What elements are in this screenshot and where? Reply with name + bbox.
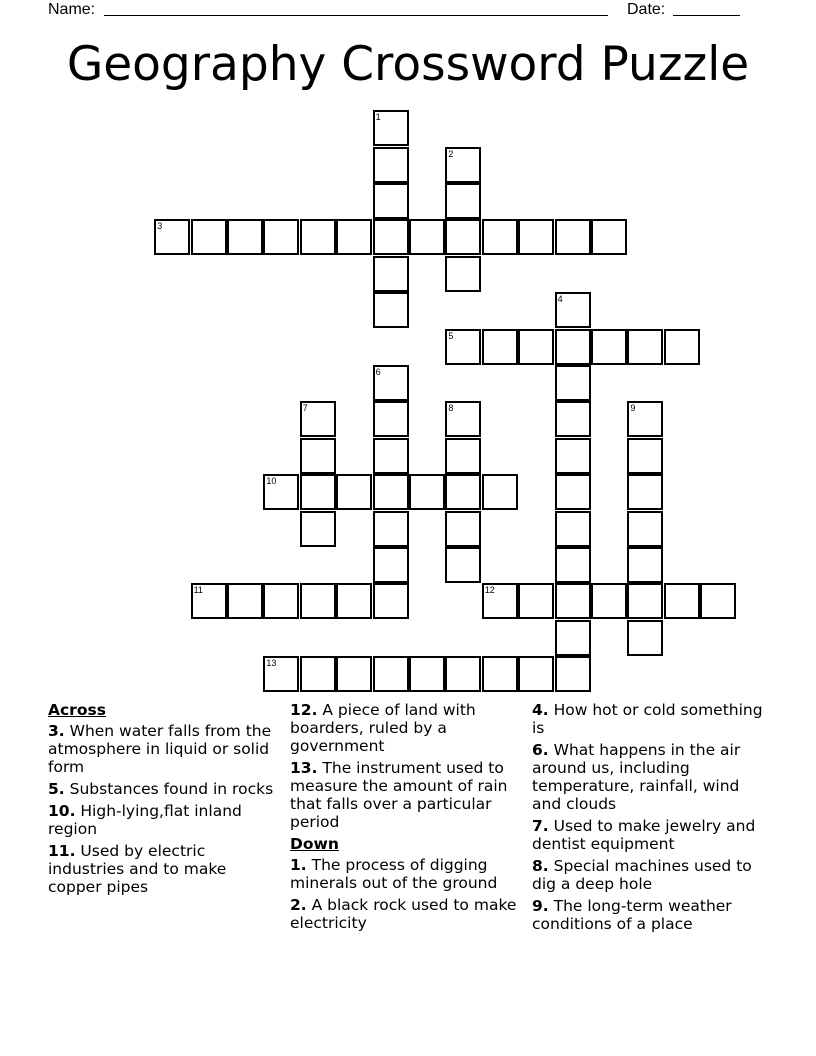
- clue-number: 8.: [532, 857, 549, 875]
- clue-item: [48, 780, 280, 798]
- clue-text: Used to make jewelry and dentist equipment: [532, 817, 756, 853]
- date-field[interactable]: [673, 15, 740, 16]
- crossword-cell[interactable]: [336, 474, 372, 510]
- clues-column-1: [48, 701, 280, 900]
- clue-item: [532, 857, 764, 893]
- crossword-cell[interactable]: [373, 438, 409, 474]
- clue-item: [290, 896, 522, 932]
- crossword-cell[interactable]: [555, 656, 591, 692]
- crossword-cell[interactable]: [445, 219, 481, 255]
- clue-item: [290, 701, 522, 755]
- clue-number: 7.: [532, 817, 549, 835]
- crossword-cell[interactable]: [373, 110, 409, 146]
- crossword-cell[interactable]: [700, 583, 736, 619]
- crossword-cell[interactable]: [373, 656, 409, 692]
- worksheet-header: [48, 0, 748, 20]
- cell-number: 12: [484, 585, 495, 596]
- clue-item: [532, 817, 764, 853]
- crossword-cell[interactable]: [336, 219, 372, 255]
- clue-number: 1.: [290, 856, 307, 874]
- clue-number: 5.: [48, 780, 65, 798]
- crossword-cell[interactable]: [555, 438, 591, 474]
- crossword-cell[interactable]: [409, 219, 445, 255]
- crossword-cell[interactable]: [373, 583, 409, 619]
- cell-number: 4: [557, 294, 563, 305]
- crossword-cell[interactable]: [627, 511, 663, 547]
- crossword-cell[interactable]: [627, 438, 663, 474]
- crossword-cell[interactable]: [627, 547, 663, 583]
- clue-item: [532, 701, 764, 737]
- cell-number: 8: [448, 403, 454, 414]
- crossword-cell[interactable]: [373, 511, 409, 547]
- clue-item: [290, 759, 522, 831]
- crossword-cell[interactable]: [409, 656, 445, 692]
- clue-text: How hot or cold something is: [532, 701, 763, 737]
- crossword-cell[interactable]: [518, 656, 554, 692]
- crossword-cell[interactable]: [300, 438, 336, 474]
- crossword-cell[interactable]: [154, 219, 190, 255]
- clue-section-heading: Across: [48, 701, 106, 719]
- crossword-cell[interactable]: [227, 219, 263, 255]
- clue-section-heading: Down: [290, 835, 339, 853]
- crossword-cell[interactable]: [373, 547, 409, 583]
- crossword-cell[interactable]: [445, 438, 481, 474]
- crossword-cell[interactable]: [627, 620, 663, 656]
- crossword-cell[interactable]: [263, 583, 299, 619]
- clue-item: [48, 722, 280, 776]
- cell-number: 3: [157, 221, 163, 232]
- crossword-cell[interactable]: [591, 219, 627, 255]
- name-label: Name:: [48, 1, 96, 18]
- name-field[interactable]: [104, 15, 608, 16]
- crossword-cell[interactable]: [555, 583, 591, 619]
- clue-item: [48, 842, 280, 896]
- cell-number: 7: [302, 403, 308, 414]
- crossword-cell[interactable]: [300, 401, 336, 437]
- crossword-cell[interactable]: [445, 147, 481, 183]
- crossword-cell[interactable]: [482, 474, 518, 510]
- crossword-cell[interactable]: [555, 401, 591, 437]
- cell-number: 2: [448, 148, 454, 159]
- crossword-cell[interactable]: [555, 219, 591, 255]
- crossword-cell[interactable]: [555, 547, 591, 583]
- clue-text: High-lying,flat inland region: [48, 802, 242, 838]
- crossword-cell[interactable]: [336, 583, 372, 619]
- crossword-cell[interactable]: [555, 474, 591, 510]
- crossword-cell[interactable]: [191, 583, 227, 619]
- clue-text: The instrument used to measure the amount of rain that falls over a particular period: [290, 759, 508, 831]
- crossword-cell[interactable]: [664, 329, 700, 365]
- crossword-cell[interactable]: [445, 401, 481, 437]
- crossword-cell[interactable]: [664, 583, 700, 619]
- crossword-cell[interactable]: [445, 183, 481, 219]
- crossword-cell[interactable]: [300, 219, 336, 255]
- cell-number: 1: [375, 112, 381, 123]
- clue-text: The process of digging minerals out of the ground: [290, 856, 498, 892]
- clue-text: Substances found in rocks: [64, 780, 274, 798]
- clue-number: 4.: [532, 701, 549, 719]
- clue-item: [532, 741, 764, 813]
- crossword-cell[interactable]: [373, 292, 409, 328]
- crossword-cell[interactable]: [409, 474, 445, 510]
- crossword-cell[interactable]: [300, 656, 336, 692]
- crossword-cell[interactable]: [263, 219, 299, 255]
- clue-number: 10.: [48, 802, 76, 820]
- crossword-cell[interactable]: [445, 329, 481, 365]
- crossword-cell[interactable]: [482, 583, 518, 619]
- crossword-cell[interactable]: [555, 511, 591, 547]
- cell-number: 6: [375, 367, 381, 377]
- clue-text: The long-term weather conditions of a place: [532, 897, 732, 933]
- clue-number: 6.: [532, 741, 549, 759]
- date-label: Date:: [627, 1, 666, 18]
- crossword-cell[interactable]: [263, 474, 299, 510]
- crossword-cell[interactable]: [263, 656, 299, 692]
- crossword-cell[interactable]: [627, 401, 663, 437]
- crossword-cell[interactable]: [445, 656, 481, 692]
- crossword-cell[interactable]: [591, 329, 627, 365]
- crossword-cell[interactable]: [227, 583, 263, 619]
- crossword-cell[interactable]: [518, 219, 554, 255]
- cell-number: 5: [448, 330, 454, 341]
- crossword-cell[interactable]: [555, 365, 591, 401]
- clue-item: [48, 802, 280, 838]
- crossword-cell[interactable]: [518, 329, 554, 365]
- cell-number: 10: [266, 476, 277, 487]
- crossword-cell[interactable]: [591, 583, 627, 619]
- crossword-cell[interactable]: [445, 547, 481, 583]
- crossword-cell[interactable]: [373, 365, 409, 401]
- crossword-cell[interactable]: [336, 656, 372, 692]
- crossword-cell[interactable]: [300, 583, 336, 619]
- clue-number: 13.: [290, 759, 318, 777]
- crossword-cell[interactable]: [627, 329, 663, 365]
- crossword-cell[interactable]: [373, 183, 409, 219]
- crossword-cell[interactable]: [373, 219, 409, 255]
- crossword-cell[interactable]: [445, 474, 481, 510]
- crossword-cell[interactable]: [445, 256, 481, 292]
- clue-number: 12.: [290, 701, 318, 719]
- cell-number: 9: [630, 403, 636, 414]
- clue-number: 11.: [48, 842, 76, 860]
- page-title: Geography Crossword Puzzle: [66, 37, 750, 92]
- cell-number: 11: [193, 585, 203, 596]
- clue-item: [290, 856, 522, 892]
- crossword-cell[interactable]: [373, 474, 409, 510]
- crossword-cell[interactable]: [518, 583, 554, 619]
- clue-text: Used by electric industries and to make copper pipes: [48, 842, 227, 896]
- crossword-cell[interactable]: [300, 511, 336, 547]
- crossword-cell[interactable]: [191, 219, 227, 255]
- clue-number: 9.: [532, 897, 549, 915]
- crossword-cell[interactable]: [627, 474, 663, 510]
- crossword-cell[interactable]: [482, 329, 518, 365]
- clue-text: A black rock used to make electricity: [290, 896, 517, 932]
- clue-number: 3.: [48, 722, 65, 740]
- crossword-cell[interactable]: [482, 219, 518, 255]
- clues-column-2: [290, 701, 522, 936]
- crossword-cell[interactable]: [627, 583, 663, 619]
- clue-item: [532, 897, 764, 933]
- clue-text: A piece of land with boarders, ruled by a government: [290, 701, 476, 755]
- crossword-cell[interactable]: [373, 401, 409, 437]
- crossword-cell[interactable]: [445, 511, 481, 547]
- clue-number: 2.: [290, 896, 307, 914]
- crossword-cell[interactable]: [373, 256, 409, 292]
- crossword-cell[interactable]: [373, 147, 409, 183]
- clue-text: What happens in the air around us, including temperature, rainfall, wind and clouds: [532, 741, 741, 813]
- clues-column-3: [532, 701, 764, 937]
- clue-text: Special machines used to dig a deep hole: [532, 857, 752, 893]
- crossword-cell[interactable]: [555, 292, 591, 328]
- crossword-cell[interactable]: [555, 329, 591, 365]
- crossword-cell[interactable]: [482, 656, 518, 692]
- crossword-cell[interactable]: [555, 620, 591, 656]
- cell-number: 13: [266, 658, 277, 669]
- clue-text: When water falls from the atmosphere in liquid or solid form: [48, 722, 272, 776]
- crossword-cell[interactable]: [300, 474, 336, 510]
